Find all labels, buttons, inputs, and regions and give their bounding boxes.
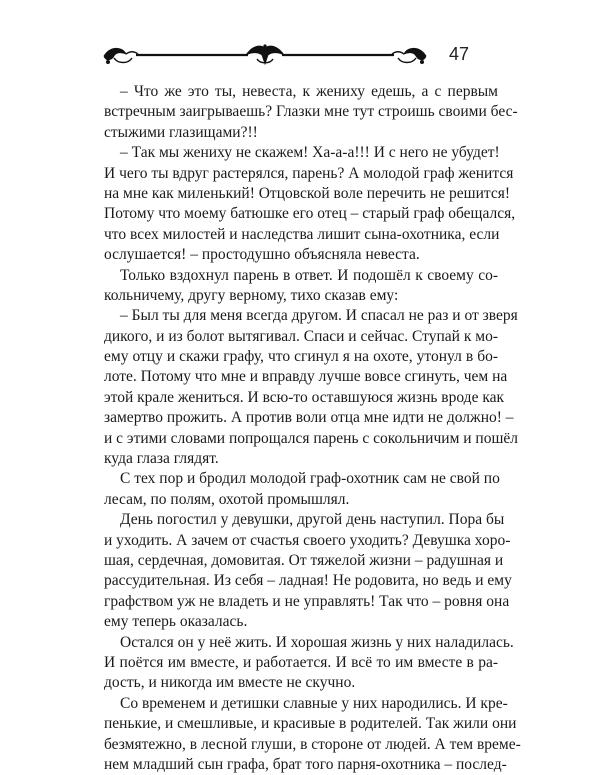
text-line: День погостил у девушки, другой день наступил. Пора бы (120, 511, 505, 529)
text-line: ему теперь оказалась. (104, 613, 248, 631)
text-line: дикого, и из болот вытягивал. Спаси и сейчас. Ступай к мо- (104, 327, 498, 345)
text-line: замертво прожить. А против воли отца мне идти не должно! – (104, 409, 514, 427)
text-line: ему отцу и скажи графу, что сгинул я на охоте, утонул в бо- (104, 348, 498, 366)
text-line: Со временем и детишки славные у них народились. И кре- (120, 694, 508, 712)
text-line: нем младший сын графа, брат того парня-охотника – послед- (104, 755, 507, 773)
text-line: Остался он у неё жить. И хорошая жизнь у них наладилась. (120, 633, 514, 651)
page-header (0, 0, 600, 80)
text-line: С тех пор и бродил молодой граф-охотник сам не свой по (120, 470, 500, 488)
text-line: графством уж не владеть и не управлять! Так что – ровня она (104, 592, 510, 610)
text-line: на мне как миленький! Отцовской воле перечить не решится! (104, 184, 511, 202)
text-line: шая, сердечная, домовитая. От тяжелой жизни – радушная и (104, 551, 504, 569)
text-line: И чего ты вдруг растерялся, парень? А молодой граф женится (104, 164, 514, 182)
text-line: – Так мы жениху не скажем! Ха-а-а!!! И с него не убудет! (120, 144, 500, 162)
text-line: Потому что моему батюшке его отец – старый граф обещался, (104, 205, 516, 223)
text-line: Только вздохнул парень в ответ. И подошёл к своему со- (120, 266, 498, 284)
text-line: рассудительная. Из себя – ладная! Не родовита, но ведь и ему (104, 572, 512, 590)
text-line: безмятежно, в лесной глуши, в стороне от людей. А тем време- (104, 735, 521, 753)
text-line: куда глаза глядят. (104, 450, 219, 468)
text-line: ослушается! – простодушно объясняла невеста. (104, 246, 420, 264)
text-line: и уходить. А зачем от счастья своего уходить? Девушка хоро- (104, 531, 511, 549)
page-number: 47 (449, 44, 470, 64)
body-text (104, 82, 521, 775)
decorative-flourish-icon (100, 42, 430, 68)
text-line: лесам, по полям, охотой промышлял. (104, 490, 350, 508)
text-line: – Был ты для меня всегда другом. И спасал не раз и от зверя (120, 307, 518, 325)
text-line: стыжими глазищами?!! (104, 123, 258, 141)
text-line: встречным заигрываешь? Глазки мне тут строишь своими бес- (104, 103, 518, 121)
text-line: пенькие, и смешливые, и красивые в родителей. Так жили они (104, 715, 517, 733)
text-line: что всех милостей и наследства лишит сына-охотника, если (104, 225, 500, 243)
text-line: И поётся им вместе, и работается. И всё то им вместе в ра- (104, 653, 498, 671)
text-line: этой крале жениться. И всю-то оставшуюся жизнь вроде как (104, 388, 505, 406)
text-line: дость, и никогда им вместе не скучно. (104, 674, 356, 692)
text-line: и с этими словами попрощался парень с сокольничим и пошёл (104, 429, 519, 447)
text-line: кольничему, другу верному, тихо сказав ему: (104, 286, 399, 304)
text-line: – Что же это ты, невеста, к жениху едешь, а с первым (120, 83, 498, 100)
text-line: лоте. Потому что мне и вправду лучше вовсе сгинуть, чем на (104, 368, 508, 386)
